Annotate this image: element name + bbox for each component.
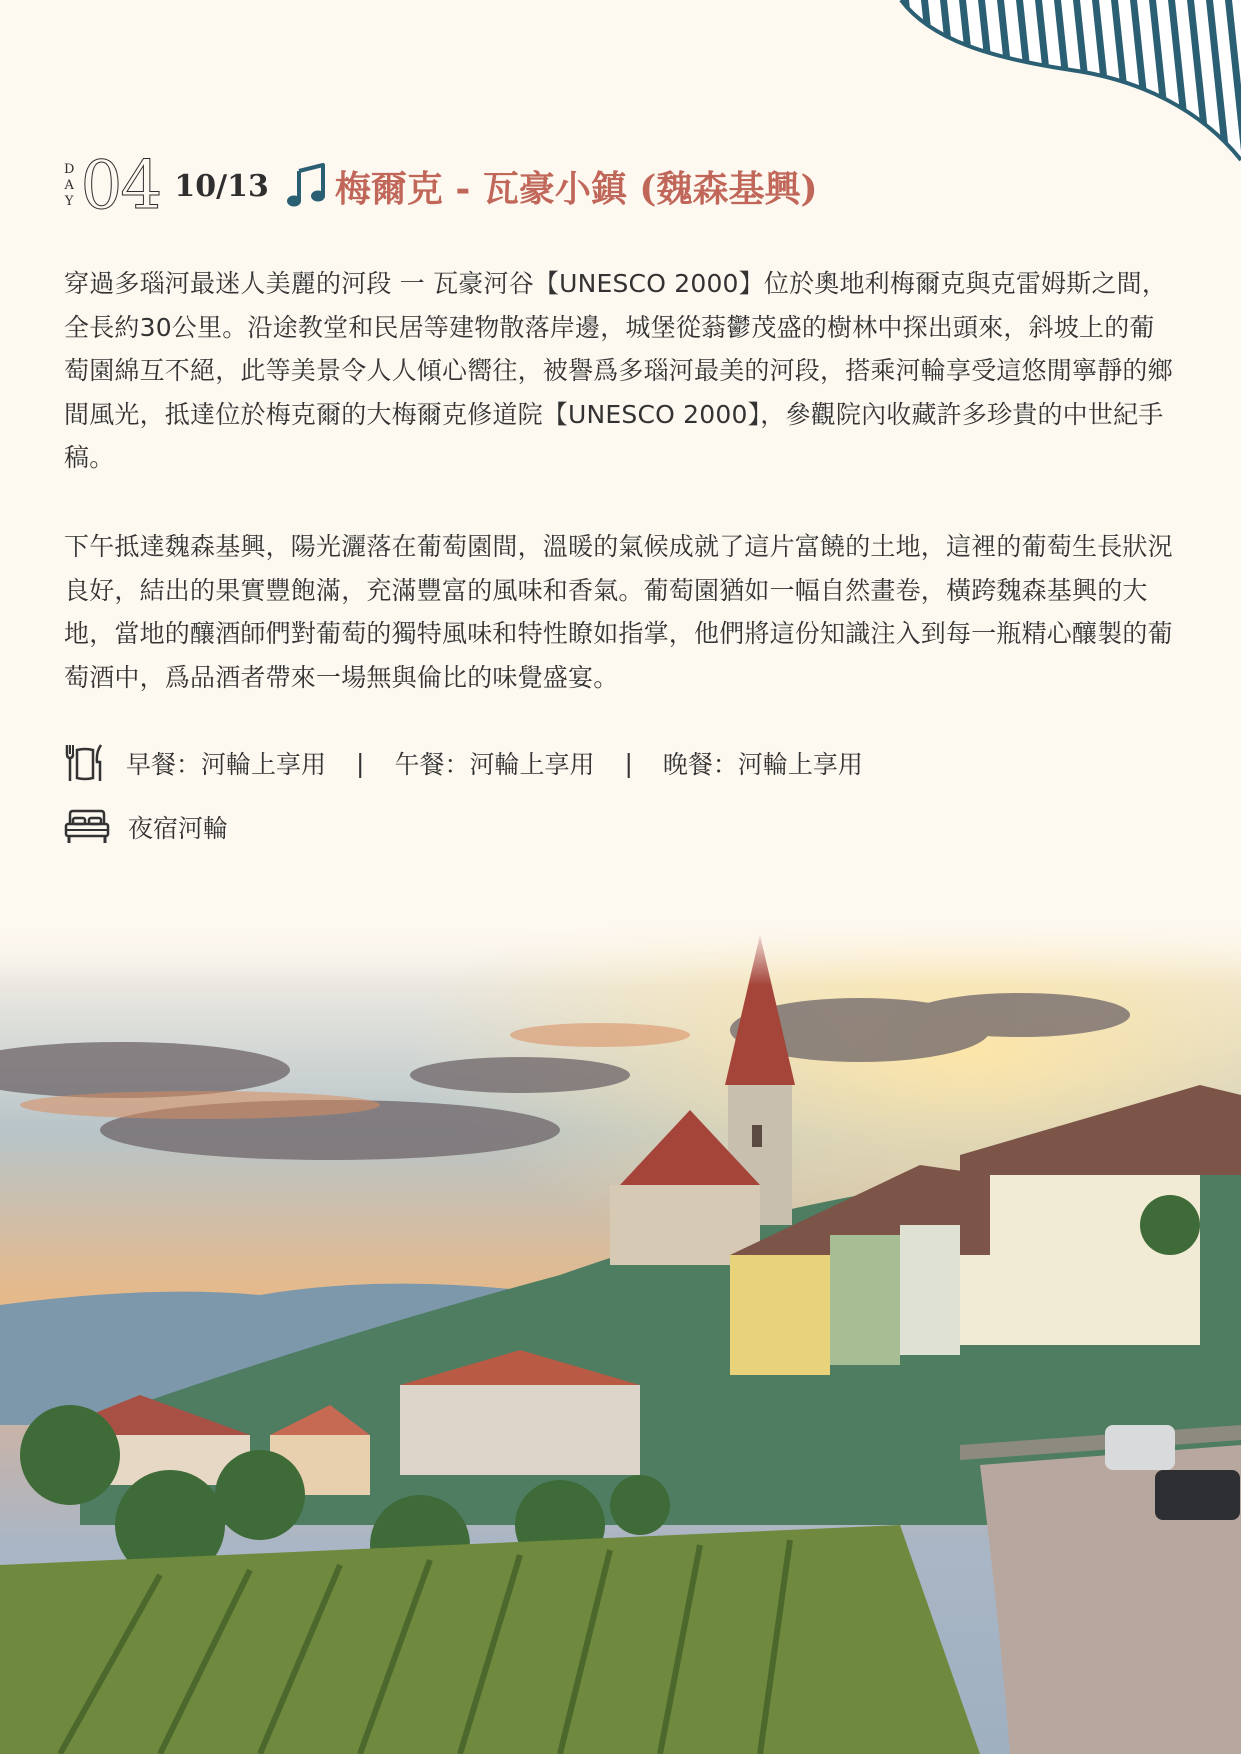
- piano-keys-decoration: [811, 0, 1241, 170]
- lunch-info: 午餐：河輪上享用: [394, 750, 595, 779]
- date: 10/13: [174, 168, 269, 204]
- intro-paragraph: 穿過多瑙河最迷人美麗的河段 一 瓦豪河谷【UNESCO 2000】位於奧地利梅爾克與克雷姆斯之間，全長約30公里。沿途教堂和民居等建物散落岸邊，城堡從蓊鬱茂盛的樹林中探出頭來，斜坡上的葡萄園綿互不絕，此等美景令人人傾心嚮往，被譽爲多瑙河最美的河段，搭乘河輪享受這悠閒寧靜的鄉間風光，抵達位於梅克爾的大梅爾克修道院【UNESCO 2000】，參觀院內收藏許多珍貴的中世紀手稿。: [64, 269, 1173, 472]
- day-number: 04: [80, 147, 161, 224]
- day-letter-d: D: [64, 162, 75, 177]
- afternoon-paragraph: 下午抵達魏森基興，陽光灑落在葡萄園間，溫暖的氣候成就了這片富饒的土地，這裡的葡萄生長狀況良好，結出的果實豐飽滿，充滿豐富的風味和香氣。葡萄園猶如一幅自然畫卷，橫跨魏森基興的大地，當地的釀酒師們對葡萄的獨特風味和特性瞭如指掌，他們將這份知識注入到每一瓶精心釀製的葡萄酒中，爲品酒者帶來一場無與倫比的味覺盛宴。: [64, 532, 1173, 692]
- music-note-icon: [287, 163, 327, 209]
- meal-separator: |: [356, 748, 365, 778]
- meals-row: [64, 742, 863, 784]
- day-label: [64, 162, 74, 210]
- meal-separator: |: [624, 748, 633, 778]
- fork-knife-plate-icon: [64, 742, 106, 784]
- day-letter-y: Y: [64, 194, 74, 209]
- breakfast-info: 早餐：河輪上享用: [126, 750, 327, 779]
- accommodation-label: 夜宿河輪: [128, 814, 229, 843]
- bed-icon: [64, 808, 110, 846]
- village-photo: [0, 925, 1241, 1754]
- accommodation-row: [64, 808, 228, 846]
- page-title: 梅爾克 - 瓦豪小鎮 (魏森基興): [334, 167, 818, 210]
- day-letter-a: A: [64, 178, 74, 193]
- piano-white-key: [871, 0, 901, 170]
- dinner-info: 晚餐：河輪上享用: [662, 750, 863, 779]
- piano-white-key: [890, 0, 920, 170]
- day-header: [64, 147, 818, 224]
